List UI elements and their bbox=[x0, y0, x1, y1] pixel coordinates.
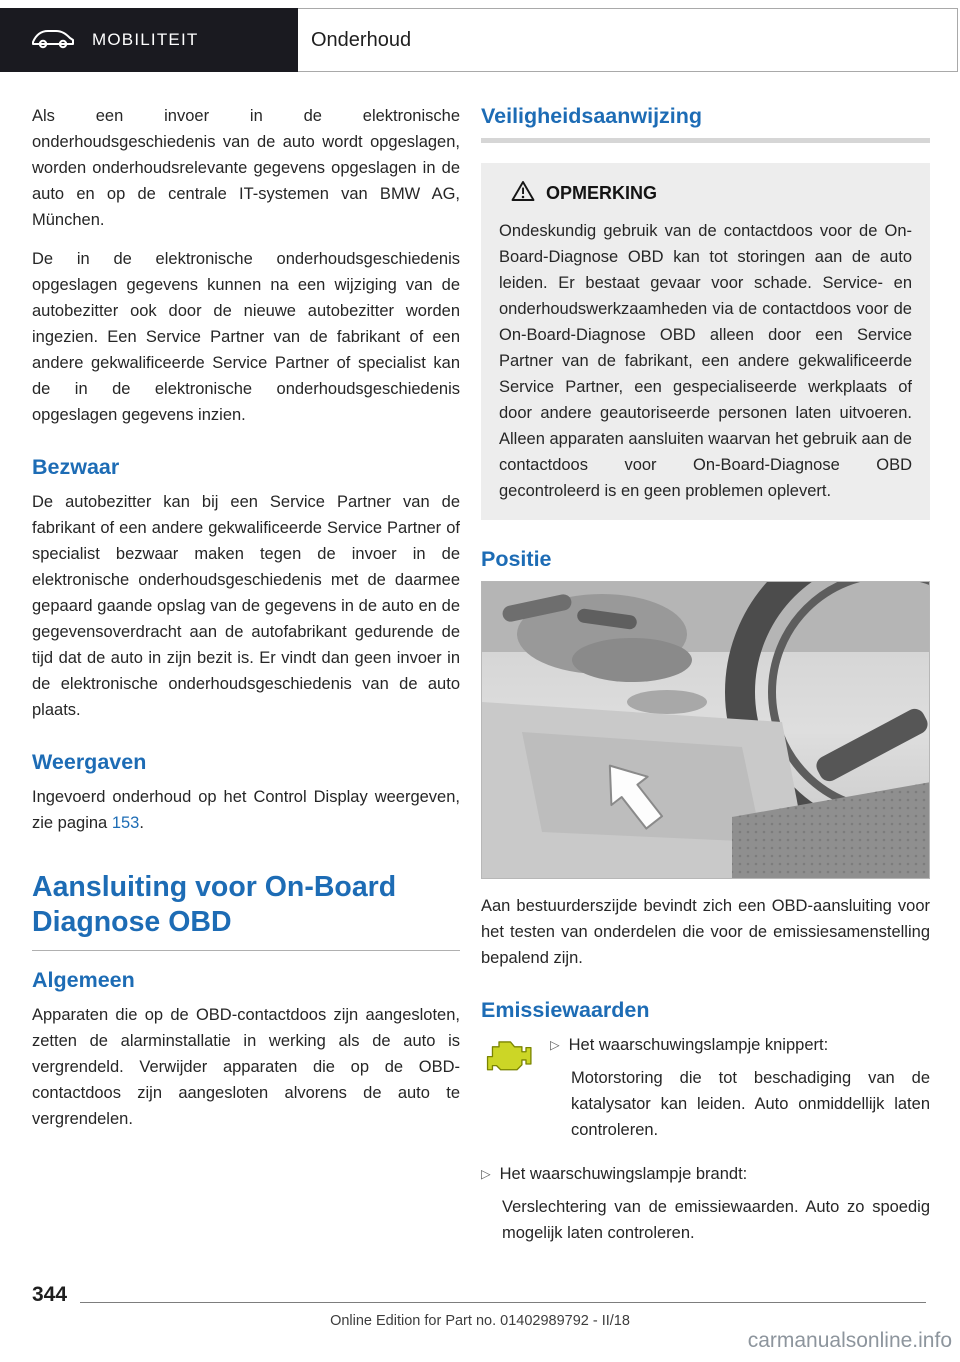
weergaven-text-end: . bbox=[139, 814, 144, 832]
bullet-item bbox=[550, 1032, 930, 1157]
heading-weergaven: Weergaven bbox=[32, 750, 147, 774]
left-column bbox=[32, 103, 460, 1145]
warning-triangle-icon bbox=[511, 180, 535, 207]
car-icon bbox=[30, 25, 76, 56]
note-title-row bbox=[499, 180, 912, 207]
paragraph-bezwaar: De autobezitter kan bij een Service Partner van de fabrikant of een andere gekwalificeerde Service Partner of specialist bezwaar maken tegen de invoer in de elektronische onderhoudsgeschiedenis met de daarmee gepaard gaande opslag van de gegevens in de auto en de gegevensoverdracht aan de autofabrikant gedurende de tijd dat de auto in zijn bezit is. Er vindt dan geen invoer in de elektronische onderhoudsgeschiedenis van de auto plaats. bbox=[32, 493, 460, 719]
bullet-lead bbox=[550, 1032, 930, 1058]
paragraph-positie: Aan bestuurderszijde bevindt zich een OBD-aansluiting voor het testen van onderdelen die voor de emissiesamenstelling bepalend zijn. bbox=[481, 897, 930, 967]
heading-bezwaar: Bezwaar bbox=[32, 455, 120, 479]
page-number: 344 bbox=[32, 1283, 68, 1306]
weergaven-text: Ingevoerd onderhoud op het Control Display weergeven, zie pagina bbox=[32, 788, 460, 832]
page-ref-link[interactable]: 153 bbox=[111, 814, 140, 832]
heading-positie: Positie bbox=[481, 547, 552, 571]
bullet-lead-text: Het waarschuwingslampje brandt: bbox=[499, 1165, 748, 1183]
footer-divider bbox=[80, 1302, 926, 1303]
page-header bbox=[0, 8, 958, 72]
check-engine-icon bbox=[481, 1032, 537, 1157]
paragraph-weergaven bbox=[32, 784, 460, 836]
bullet-lead-text: Het waarschuwingslampje knippert: bbox=[568, 1036, 829, 1054]
chapter-tab-label: MOBILITEIT bbox=[92, 30, 199, 49]
warning-note-box bbox=[481, 163, 930, 520]
triangle-bullet-icon: ▷ bbox=[550, 1038, 560, 1052]
emission-item-1 bbox=[481, 1032, 930, 1157]
heading-emissiewaarden: Emissiewaarden bbox=[481, 998, 650, 1022]
paragraph-storage-intro: Als een invoer in de elektronische onderhoudsgeschiedenis van de auto wordt opgeslagen, worden onderhoudsrelevante gegevens opgeslagen in de auto en op de centrale IT-systemen van BMW AG, München. bbox=[32, 107, 460, 229]
heading-obd-connection: Aansluiting voor On-Board Diagnose OBD bbox=[32, 871, 397, 938]
chapter-tab bbox=[0, 8, 298, 72]
note-body: Ondeskundig gebruik van de contactdoos voor de On-Board-Diagnose OBD kan tot storingen aan de auto leiden. Er bestaat gevaar voor schade. Service- en onderhoudswerkzaamheden via de contactdoos voor de On-Board-Diagnose OBD alleen door een Service Partner van de fabrikant, een andere gekwalificeerde Service Partner, een gespecialiseerde werkplaats of door andere geautoriseerde personen laten uitvoeren. Alleen apparaten aansluiten waarvan het gebruik aan de contactdoos voor On-Board-Diagnose OBD gecontroleerd is en geen problemen oplevert. bbox=[499, 222, 912, 500]
bullet-body-text: Motorstoring die tot beschadiging van de katalysator kan leiden. Auto onmiddellijk laten controleren. bbox=[571, 1069, 930, 1139]
obd-location-photo bbox=[481, 581, 930, 879]
edition-note: Online Edition for Part no. 01402989792 - II/18 bbox=[330, 1313, 630, 1329]
section-bar bbox=[481, 138, 930, 143]
heading-divider bbox=[32, 950, 460, 951]
heading-algemeen: Algemeen bbox=[32, 968, 135, 992]
watermark-link[interactable]: carmanualsonline.info bbox=[747, 1329, 952, 1352]
emission-item-2 bbox=[481, 1161, 930, 1246]
bullet-lead bbox=[481, 1161, 930, 1187]
paragraph-algemeen: Apparaten die op de OBD-contactdoos zijn aangesloten, zetten de alarminstallatie in werking als de auto is vergrendeld. Verwijder apparaten die op de OBD-contactdoos zijn aangesloten alvorens de auto te vergrendelen. bbox=[32, 1006, 460, 1128]
heading-veiligheidsaanwijzing: Veiligheidsaanwijzing bbox=[481, 104, 703, 128]
paragraph-storage-access: De in de elektronische onderhoudsgeschiedenis opgeslagen gegevens kunnen na een wijziging van de autobezitter ook door de nieuwe autobezitter worden ingezien. Een Service Partner van de fabrikant of een andere gekwalificeerde Service Partner of specialist kan de in de elektronische onderhoudsgeschiedenis opgeslagen gegevens inzien. bbox=[32, 250, 460, 424]
note-title: OPMERKING bbox=[546, 183, 658, 203]
right-column bbox=[481, 103, 930, 1260]
triangle-bullet-icon: ▷ bbox=[481, 1167, 491, 1181]
section-title: Onderhoud bbox=[311, 28, 412, 51]
section-title-box bbox=[298, 8, 958, 72]
bullet-body-text: Verslechtering van de emissiewaarden. Auto zo spoedig mogelijk laten controleren. bbox=[502, 1198, 930, 1242]
